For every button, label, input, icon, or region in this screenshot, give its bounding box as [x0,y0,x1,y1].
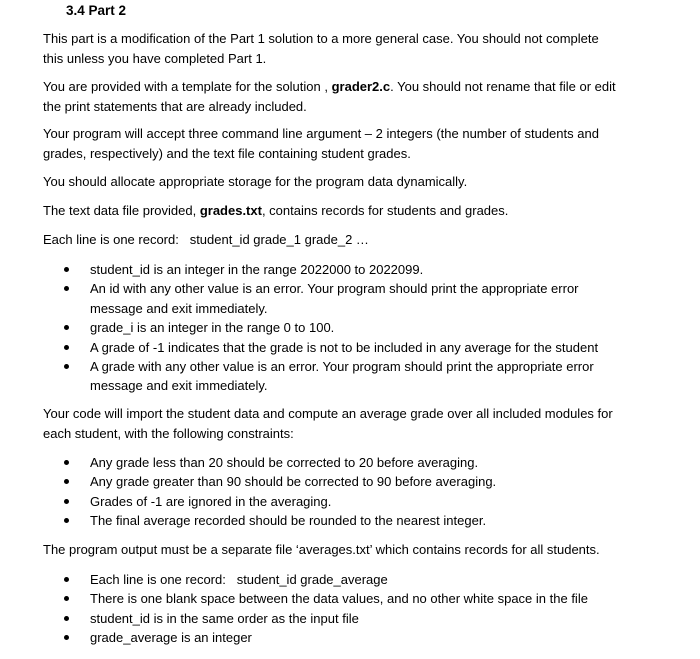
list-item-text: Grades of -1 are ignored in the averaging. [90,493,332,509]
list-item [0,338,598,357]
args-line-1: Your program will accept three command line argument – 2 integers (the number of students and [43,126,599,141]
list-item-text-cont: message and exit immediately. [90,300,268,316]
bullet-icon [64,267,69,272]
datafile-text-post: , contains records for students and grades. [261,203,509,218]
output-paragraph: The program output must be a separate file ‘averages.txt’ which contains records for all students. [43,542,600,557]
bullet-icon [64,364,69,369]
list-item-text: A grade with any other value is an error. Your program should print the appropriate error [90,359,594,375]
template-paragraph [43,77,658,117]
list-item [0,628,588,647]
list-item-text: An id with any other value is an error. Your program should print the appropriate error [90,281,579,297]
intro-line-1: This part is a modification of the Part 1 solution to a more general case. You should not complete [43,31,599,46]
alloc-paragraph: You should allocate appropriate storage for the program data dynamically. [43,174,468,189]
output-rules-list [0,570,588,648]
list-item [0,472,496,491]
list-item [0,453,496,472]
list-item-text: A grade of -1 indicates that the grade is not to be included in any average for the student [90,339,599,355]
datafile-filename: grades.txt [199,203,262,218]
list-item-text: student_id is an integer in the range 2022000 to 2022099. [90,262,424,277]
list-item [0,260,598,279]
bullet-icon [64,345,69,350]
list-item [0,589,588,608]
section-heading: 3.4 Part 2 [66,3,127,18]
list-item-text: Any grade greater than 90 should be corrected to 90 before averaging. [90,474,497,490]
list-item [0,511,496,530]
compute-line-2: each student, with the following constraints: [43,426,294,441]
datafile-text-pre: The text data file provided, [43,203,200,218]
template-text-pre: You are provided with a template for the solution , [43,79,332,94]
intro-paragraph [43,29,658,69]
bullet-icon [64,616,69,621]
compute-paragraph [43,404,658,444]
list-item [0,318,598,337]
list-item-text: student_id is in the same order as the input file [90,610,359,626]
list-item [0,492,496,511]
args-paragraph [43,124,658,164]
intro-line-2: this unless you have completed Part 1. [43,51,267,66]
record-rules-list [0,260,598,396]
template-line-1 [43,77,658,97]
list-item-text-cont: message and exit immediately. [90,378,268,394]
constraints-list [0,453,496,531]
list-item [0,570,588,589]
datafile-paragraph [43,201,658,221]
record-format-paragraph: Each line is one record: student_id grade_1 grade_2 … [43,232,369,247]
list-item-text: The final average recorded should be rounded to the nearest integer. [90,513,487,529]
template-filename: grader2.c [331,79,391,94]
list-item [0,279,598,318]
list-item-text: Each line is one record: student_id grade_average [90,572,388,587]
list-item-text: grade_i is an integer in the range 0 to 100. [90,320,335,336]
bullet-icon [64,499,69,504]
compute-line-1: Your code will import the student data and compute an average grade over all included modules for [43,406,613,421]
bullet-icon [64,460,69,465]
template-line-2: the print statements that are already included. [43,99,307,114]
bullet-icon [64,577,69,582]
list-item-text: There is one blank space between the data values, and no other white space in the file [90,591,588,607]
list-item-text: grade_average is an integer [90,630,252,646]
list-item-text: Any grade less than 20 should be corrected to 20 before averaging. [90,455,479,470]
args-line-2: grades, respectively) and the text file containing student grades. [43,146,411,161]
list-item [0,609,588,628]
template-text-post: . You should not rename that file or edit [390,79,616,94]
list-item [0,357,598,396]
